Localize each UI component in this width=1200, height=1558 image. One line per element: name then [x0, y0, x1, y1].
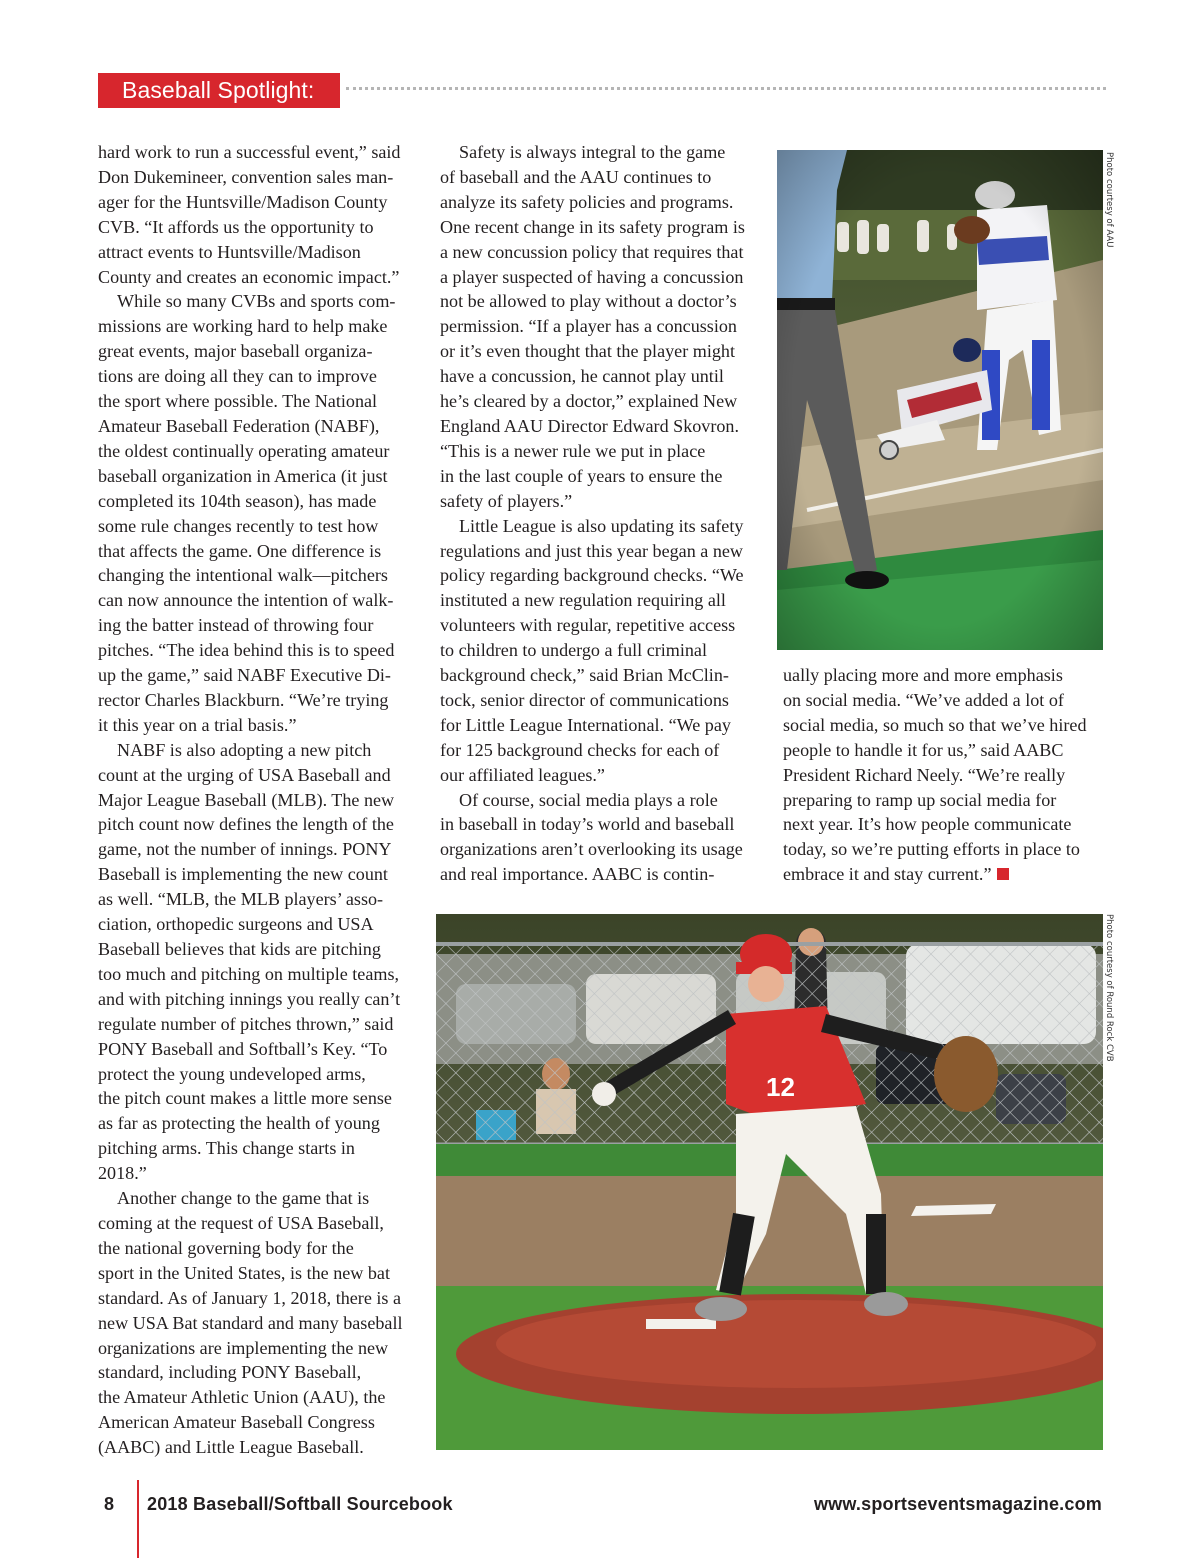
text-line: Safety is always integral to the game [459, 142, 726, 162]
text-line: CVB. “It affords us the opportunity to [98, 216, 374, 237]
text-line: organizations are implementing the new [98, 1337, 389, 1358]
text-line: too much and pitching on multiple teams, [98, 963, 400, 984]
text-line: Of course, social media plays a role [459, 789, 718, 810]
text-line: ually placing more and more emphasis [783, 665, 1063, 685]
text-line: Don Dukemineer, convention sales man- [98, 166, 394, 187]
text-line: game, not the number of innings. PONY [98, 839, 392, 860]
text-line: in the last couple of years to ensure the [440, 465, 723, 486]
text-line: completed its 104th season), has made [98, 490, 377, 511]
text-line: sport in the United States, is the new bat [98, 1262, 390, 1283]
text-line: Amateur Baseball Federation (NABF), [98, 415, 380, 436]
text-line: new USA Bat standard and many baseball [98, 1312, 403, 1333]
text-line: our affiliated leagues.” [440, 764, 605, 785]
text-line: today, so we’re putting efforts in place to [783, 839, 1080, 860]
article-column-2 [440, 140, 762, 887]
text-line: to children to undergo a full criminal [440, 640, 707, 661]
text-line: for Little League International. “We pay [440, 714, 731, 735]
text-line: a new concussion policy that requires that [440, 241, 744, 262]
text-line: next year. It’s how people communicate [783, 814, 1072, 835]
text-line: the sport where possible. The National [98, 391, 378, 412]
text-line: up the game,” said NABF Executive Di- [98, 665, 391, 686]
text-line: policy regarding background checks. “We [440, 565, 744, 586]
text-line: ager for the Huntsville/Madison County [98, 191, 388, 212]
text-line: of baseball and the AAU continues to [440, 166, 712, 187]
text-line: some rule changes recently to test how [98, 515, 379, 536]
text-line: preparing to ramp up social media for [783, 789, 1057, 810]
text-line: safety of players.” [440, 490, 573, 511]
text-line: the pitch count makes a little more sense [98, 1088, 392, 1109]
text-line: background check,” said Brian McClin- [440, 665, 729, 686]
text-line: standard. As of January 1, 2018, there is a [98, 1287, 401, 1308]
text-line: that affects the game. One difference is [98, 540, 382, 561]
photo1-credit: Photo courtesy of AAU [1104, 152, 1114, 248]
text-line: great events, major baseball organiza- [98, 341, 373, 362]
text-line: ciation, orthopedic surgeons and USA [98, 914, 374, 935]
text-line: permission. “If a player has a concussion [440, 316, 737, 337]
text-line: for 125 background checks for each of [440, 739, 720, 760]
text-line: baseball organization in America (it just [98, 465, 388, 486]
page-number: 8 [104, 1494, 115, 1514]
text-line: hard work to run a successful event,” said [98, 142, 401, 162]
text-line: Little League is also updating its safety [459, 515, 744, 536]
text-line: pitching arms. This change starts in [98, 1138, 355, 1159]
text-line: standard, including PONY Baseball, [98, 1362, 362, 1383]
text-line: rector Charles Blackburn. “We’re trying [98, 689, 389, 710]
text-line: President Richard Neely. “We’re really [783, 764, 1066, 785]
text-line: volunteers with regular, repetitive access [440, 615, 736, 636]
text-line: Baseball is implementing the new count [98, 864, 388, 885]
text-line: attract events to Huntsville/Madison [98, 241, 361, 262]
jersey-number: 12 [766, 1072, 795, 1102]
text-line: have a concussion, he cannot play until [440, 366, 724, 387]
text-line: American Amateur Baseball Congress [98, 1412, 375, 1433]
photo-pitcher [436, 914, 1103, 1450]
text-line: the oldest continually operating amateur [98, 440, 390, 461]
text-line: NABF is also adopting a new pitch [117, 739, 372, 760]
text-line: people to handle it for us,” said AABC [783, 739, 1064, 760]
text-line: Baseball believes that kids are pitching [98, 939, 381, 959]
article-column-1 [98, 140, 420, 1460]
end-of-article-mark [997, 868, 1009, 880]
text-line: regulate number of pitches thrown,” said [98, 1013, 394, 1034]
footer-divider [137, 1480, 139, 1558]
text-line: social media, so much so that we’ve hired [783, 714, 1087, 735]
text-line: in baseball in today’s world and baseball [440, 814, 735, 835]
text-line: “This is a newer rule we put in place [440, 440, 706, 461]
text-line: a player suspected of having a concussion [440, 266, 744, 287]
text-line: instituted a new regulation requiring all [440, 590, 726, 611]
text-line: missions are working hard to help make [98, 316, 388, 337]
text-line: protect the young undeveloped arms, [98, 1063, 366, 1084]
text-line: While so many CVBs and sports com- [117, 291, 396, 312]
text-line: analyze its safety policies and programs. [440, 191, 734, 212]
text-line: 2018.” [98, 1163, 147, 1184]
text-line: tock, senior director of communications [440, 689, 729, 710]
text-line-content: embrace it and stay current.” [783, 864, 992, 885]
text-line: changing the intentional walk—pitchers [98, 565, 388, 586]
text-line: organizations aren’t overlooking its usage [440, 839, 743, 860]
text-line: and real importance. AABC is contin- [440, 864, 715, 885]
text-line: can now announce the intention of walk- [98, 590, 394, 611]
text-line: County and creates an economic impact.” [98, 266, 400, 287]
website-url[interactable]: www.sportseventsmagazine.com [813, 1494, 1102, 1514]
section-label: Baseball Spotlight: [98, 73, 340, 108]
photo-slide-at-home [777, 150, 1103, 650]
text-line: or it’s even thought that the player might [440, 341, 735, 362]
text-line: as far as protecting the health of young [98, 1113, 380, 1134]
text-line: Major League Baseball (MLB). The new [98, 789, 395, 810]
text-line: not be allowed to play without a doctor’s [440, 291, 737, 312]
text-line: PONY Baseball and Softball’s Key. “To [98, 1038, 388, 1059]
text-line: ing the batter instead of throwing four [98, 615, 374, 636]
text-line: he’s cleared by a doctor,” explained New [440, 391, 738, 412]
text-line [783, 862, 1105, 887]
header-dotted-rule [346, 87, 1106, 90]
text-line: (AABC) and Little League Baseball. [98, 1437, 364, 1458]
article-column-3 [783, 663, 1105, 887]
text-line: One recent change in its safety program is [440, 216, 745, 237]
text-line: England AAU Director Edward Skovron. [440, 415, 739, 436]
text-line: coming at the request of USA Baseball, [98, 1212, 384, 1233]
text-line: count at the urging of USA Baseball and [98, 764, 391, 785]
publication-title: 2018 Baseball/Softball Sourcebook [147, 1494, 453, 1514]
text-line: tions are doing all they can to improve [98, 366, 377, 387]
text-line: as well. “MLB, the MLB players’ asso- [98, 889, 384, 910]
text-line: pitches. “The idea behind this is to speed [98, 640, 395, 661]
text-line: the Amateur Athletic Union (AAU), the [98, 1387, 386, 1408]
text-line: Another change to the game that is [117, 1188, 370, 1209]
text-line: on social media. “We’ve added a lot of [783, 689, 1064, 710]
photo2-credit: Photo courtesy of Round Rock CVB [1104, 914, 1114, 1062]
text-line: pitch count now defines the length of the [98, 814, 394, 835]
text-line: regulations and just this year began a new [440, 540, 743, 561]
text-line: and with pitching innings you really can’t [98, 988, 401, 1009]
text-line: it this year on a trial basis.” [98, 714, 297, 735]
text-line: the national governing body for the [98, 1237, 354, 1258]
